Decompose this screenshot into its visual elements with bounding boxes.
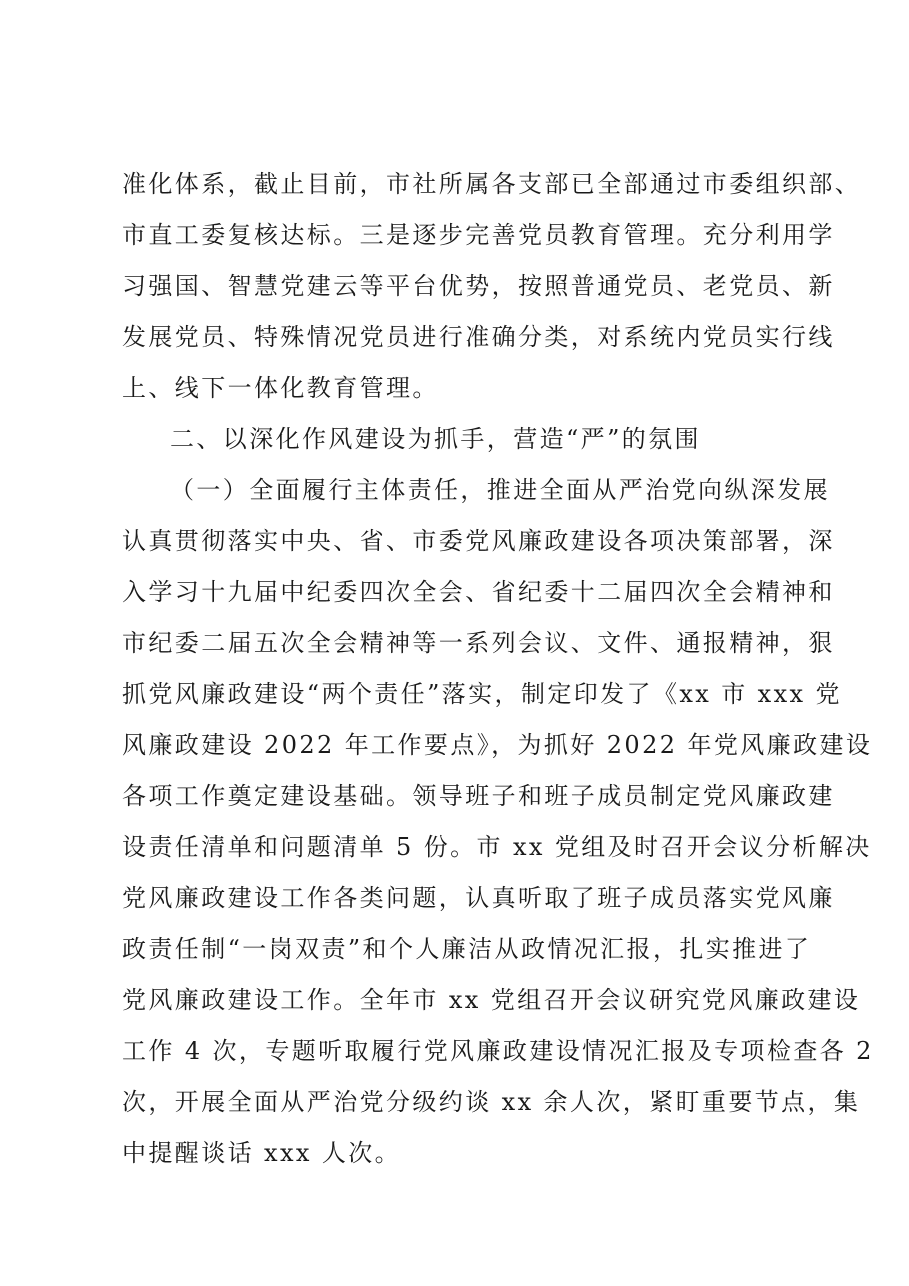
paragraph-line: 习强国、智慧党建云等平台优势，按照普通党员、老党员、新 (122, 272, 835, 300)
paragraph-line: 发展党员、特殊情况党员进行准确分类，对系统内党员实行线 (122, 323, 835, 351)
paragraph-line: 工作 4 次，专题听取履行党风廉政建设情况汇报及专项检查各 2 (122, 1037, 874, 1065)
paragraph-line: 党风廉政建设工作各类问题，认真听取了班子成员落实党风廉 (122, 884, 835, 912)
paragraph-line: 各项工作奠定建设基础。领导班子和班子成员制定党风廉政建 (122, 782, 835, 810)
section-heading: 二、以深化作风建设为抓手，营造“严”的氛围 (170, 425, 701, 453)
paragraph-line: 认真贯彻落实中央、省、市委党风廉政建设各项决策部署，深 (122, 527, 835, 555)
paragraph-line: 准化体系，截止目前，市社所属各支部已全部通过市委组织部、 (122, 170, 862, 198)
paragraph-line: 中提醒谈话 xxx 人次。 (122, 1139, 402, 1167)
paragraph-line: 市直工委复核达标。三是逐步完善党员教育管理。充分利用学 (122, 221, 835, 249)
paragraph-line: 抓党风廉政建设“两个责任”落实，制定印发了《xx 市 xxx 党 (122, 680, 842, 708)
paragraph-line: 党风廉政建设工作。全年市 xx 党组召开会议研究党风廉政建设 (122, 986, 861, 1014)
subsection-heading: （一）全面履行主体责任，推进全面从严治党向纵深发展 (170, 476, 830, 504)
paragraph-line: 上、线下一体化教育管理。 (122, 374, 439, 402)
paragraph-line: 设责任清单和问题清单 5 份。市 xx 党组及时召开会议分析解决 (122, 833, 872, 861)
paragraph-line: 风廉政建设 2022 年工作要点》，为抓好 2022 年党风廉政建设 (122, 731, 873, 759)
paragraph-line: 次，开展全面从严治党分级约谈 xx 余人次，紧盯重要节点，集 (122, 1088, 861, 1116)
paragraph-line: 市纪委二届五次全会精神等一系列会议、文件、通报精神，狠 (122, 629, 835, 657)
paragraph-line: 入学习十九届中纪委四次全会、省纪委十二届四次全会精神和 (122, 578, 835, 606)
paragraph-line: 政责任制“一岗双责”和个人廉洁从政情况汇报，扎实推进了 (122, 935, 812, 963)
